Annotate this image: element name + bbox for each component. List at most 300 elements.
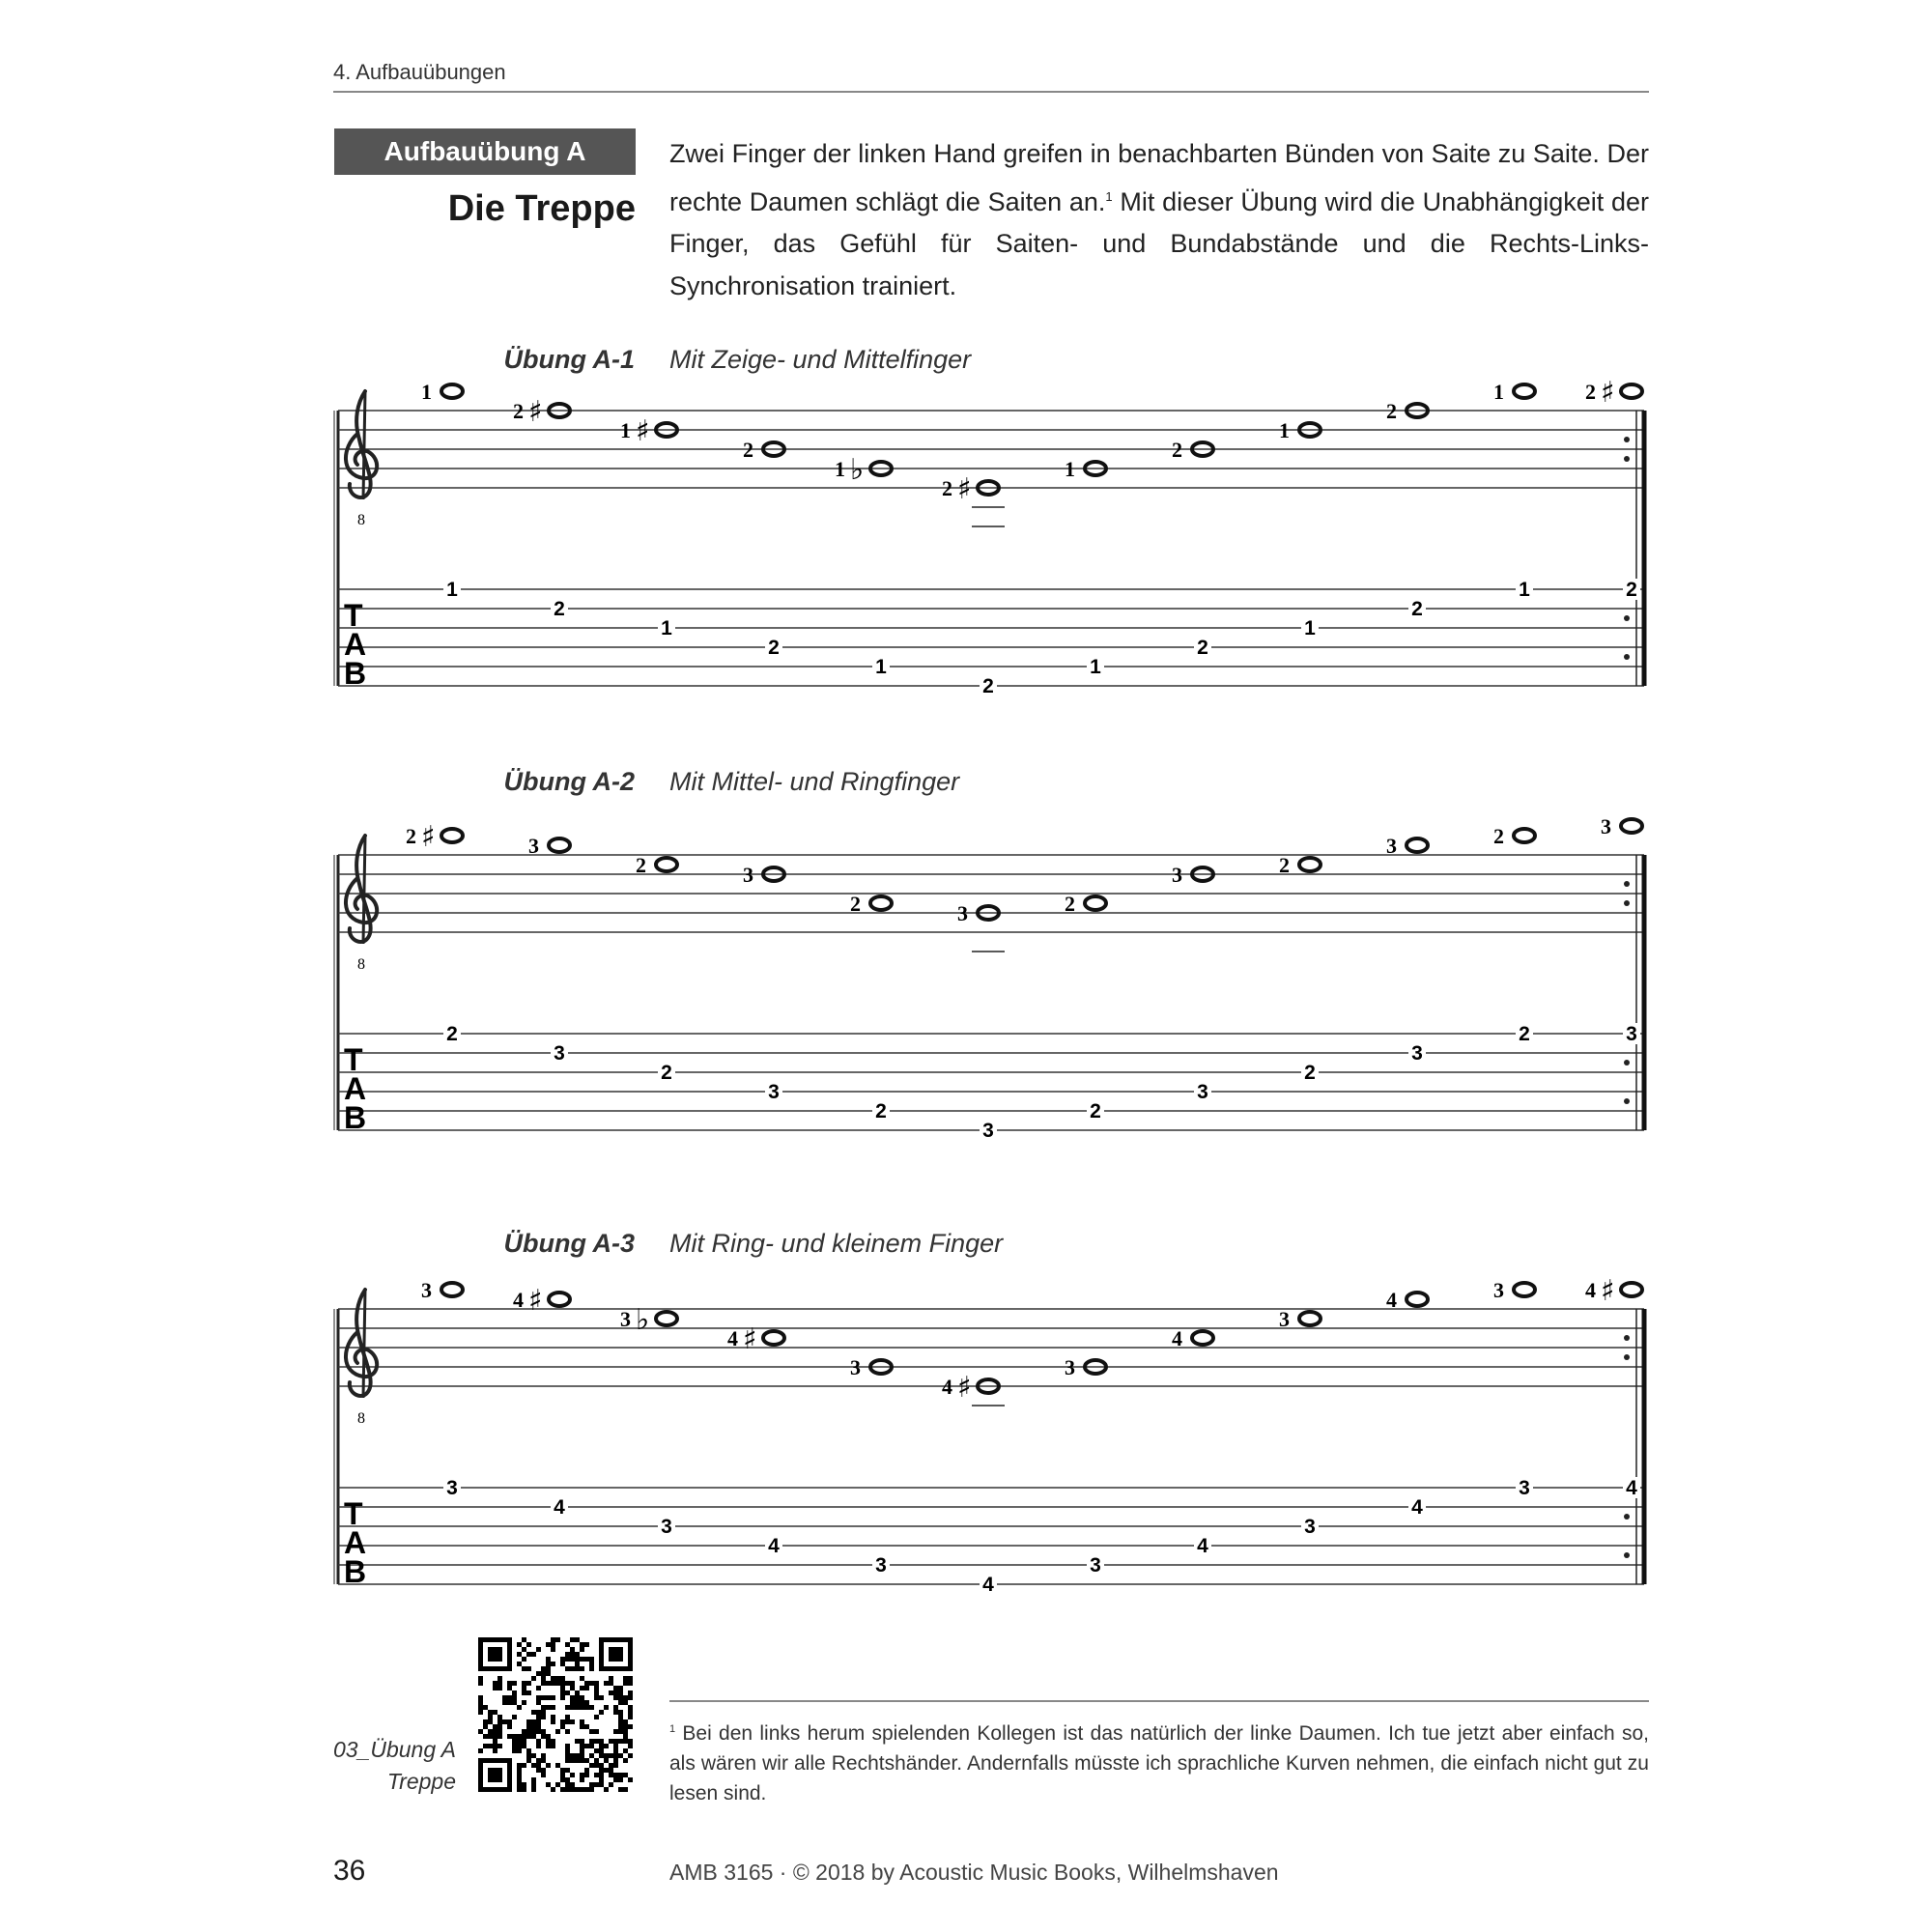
qr-module	[541, 1705, 546, 1710]
tab-fret-number: 1	[875, 656, 887, 678]
qr-module	[531, 1753, 536, 1758]
qr-module	[609, 1773, 613, 1777]
qr-caption-line1: 03_Übung A	[332, 1737, 456, 1762]
qr-module	[560, 1676, 565, 1681]
tab-fret-number: 4	[1197, 1535, 1208, 1557]
qr-module	[575, 1666, 580, 1671]
qr-module	[570, 1758, 575, 1763]
qr-module	[594, 1782, 599, 1787]
qr-module	[551, 1681, 555, 1686]
tab-fret-number: 4	[1626, 1477, 1637, 1499]
qr-module	[536, 1724, 541, 1729]
footnote-rule	[669, 1700, 1649, 1702]
qr-module	[594, 1763, 599, 1768]
qr-module	[565, 1753, 570, 1758]
qr-module	[526, 1758, 531, 1763]
tab-letter: T	[344, 1496, 363, 1531]
qr-module	[565, 1758, 570, 1763]
finger-number: 3	[743, 863, 753, 887]
exercise-description: Mit Ring- und kleinem Finger	[669, 1229, 1004, 1258]
finger-number: 1	[1065, 457, 1075, 481]
qr-module	[517, 1777, 522, 1782]
qr-module	[488, 1734, 493, 1739]
qr-module	[594, 1715, 599, 1719]
qr-module	[575, 1652, 580, 1657]
qr-module	[628, 1753, 633, 1758]
tab-fret-number: 2	[1090, 1100, 1101, 1122]
whole-note	[1514, 1283, 1535, 1296]
qr-module	[560, 1724, 565, 1729]
tab-fret-number: 2	[661, 1062, 672, 1084]
treble-clef-icon	[346, 391, 377, 499]
tab-letter: T	[344, 1042, 363, 1077]
qr-module	[507, 1681, 512, 1686]
qr-module	[623, 1719, 628, 1724]
finger-number: 2	[1585, 380, 1596, 404]
qr-module	[497, 1719, 502, 1724]
finger-number: 2	[1172, 438, 1182, 462]
repeat-dot	[1624, 1354, 1630, 1360]
qr-module	[546, 1739, 551, 1744]
qr-module	[589, 1739, 594, 1744]
qr-module	[522, 1666, 526, 1671]
qr-module	[522, 1729, 526, 1734]
qr-module	[618, 1777, 623, 1782]
qr-module	[531, 1719, 536, 1724]
qr-module	[493, 1744, 497, 1748]
qr-module	[541, 1710, 546, 1715]
qr-module	[584, 1642, 589, 1647]
qr-module	[594, 1773, 599, 1777]
exercise-description: Mit Mittel- und Ringfinger	[669, 767, 960, 796]
repeat-dot	[1624, 1514, 1630, 1520]
qr-module	[483, 1744, 488, 1748]
qr-module	[589, 1782, 594, 1787]
qr-module	[575, 1637, 580, 1642]
qr-module	[541, 1734, 546, 1739]
qr-module	[536, 1763, 541, 1768]
qr-module	[493, 1724, 497, 1729]
qr-module	[551, 1662, 555, 1666]
sharp-icon: ♯	[528, 395, 543, 429]
whole-note	[1192, 1331, 1213, 1345]
tab-fret-number: 3	[1090, 1554, 1101, 1577]
tab-fret-number: 2	[768, 637, 780, 659]
tab-fret-number: 4	[554, 1496, 565, 1519]
qr-module	[570, 1700, 575, 1705]
qr-module	[570, 1782, 575, 1787]
exercise-heading-3	[333, 1229, 1649, 1267]
qr-module	[609, 1768, 613, 1773]
finger-number: 1	[620, 418, 631, 442]
qr-module	[589, 1729, 594, 1734]
qr-module	[478, 1695, 483, 1700]
qr-module	[599, 1763, 604, 1768]
qr-module	[512, 1695, 517, 1700]
qr-module	[507, 1719, 512, 1724]
qr-module	[478, 1676, 483, 1681]
tab-fret-number: 2	[875, 1100, 887, 1122]
qr-finder-core	[609, 1647, 623, 1662]
qr-module	[517, 1705, 522, 1710]
qr-module	[522, 1647, 526, 1652]
qr-module	[618, 1700, 623, 1705]
qr-module	[599, 1695, 604, 1700]
finger-number: 2	[850, 892, 861, 916]
qr-module	[526, 1642, 531, 1647]
qr-module	[580, 1666, 584, 1671]
qr-module	[565, 1642, 570, 1647]
qr-module	[560, 1719, 565, 1724]
treble-clef-icon	[346, 1290, 377, 1398]
qr-module	[488, 1744, 493, 1748]
finger-number: 2	[636, 853, 646, 877]
repeat-dot	[1624, 437, 1630, 442]
qr-module	[522, 1681, 526, 1686]
qr-module	[565, 1705, 570, 1710]
finger-number: 3	[1601, 814, 1611, 838]
qr-module	[565, 1748, 570, 1753]
qr-module	[613, 1758, 618, 1763]
qr-module	[536, 1710, 541, 1715]
qr-module	[628, 1739, 633, 1744]
tab-letter: A	[344, 1071, 367, 1106]
qr-module	[546, 1642, 551, 1647]
qr-module	[497, 1715, 502, 1719]
qr-module	[575, 1705, 580, 1710]
whole-note	[441, 829, 463, 842]
qr-module	[580, 1773, 584, 1777]
qr-module	[580, 1739, 584, 1744]
qr-module	[575, 1690, 580, 1695]
qr-module	[546, 1782, 551, 1787]
qr-module	[526, 1724, 531, 1729]
qr-module	[599, 1739, 604, 1744]
qr-module	[546, 1671, 551, 1676]
qr-module	[560, 1768, 565, 1773]
qr-module	[618, 1686, 623, 1690]
qr-module	[570, 1681, 575, 1686]
qr-module	[613, 1744, 618, 1748]
footnote	[669, 1715, 1649, 1808]
whole-note	[1514, 829, 1535, 842]
qr-module	[570, 1666, 575, 1671]
qr-module	[526, 1652, 531, 1657]
finger-number: 3	[620, 1307, 631, 1331]
qr-module	[541, 1758, 546, 1763]
qr-module	[560, 1777, 565, 1782]
clef-octave-mark: 8	[357, 1410, 365, 1427]
qr-module	[546, 1666, 551, 1671]
tab-fret-number: 2	[1197, 637, 1208, 659]
clef-octave-mark: 8	[357, 512, 365, 528]
qr-module	[551, 1676, 555, 1681]
qr-module	[584, 1700, 589, 1705]
qr-module	[570, 1705, 575, 1710]
finger-number: 4	[513, 1288, 524, 1312]
qr-module	[555, 1729, 560, 1734]
qr-module	[613, 1777, 618, 1782]
qr-code[interactable]	[478, 1637, 633, 1792]
qr-module	[517, 1744, 522, 1748]
tab-letter: A	[344, 1525, 367, 1560]
qr-module	[628, 1681, 633, 1686]
finger-number: 2	[1065, 892, 1075, 916]
tab-fret-number: 1	[446, 579, 458, 601]
qr-module	[541, 1695, 546, 1700]
whole-note	[1621, 819, 1642, 833]
qr-module	[580, 1647, 584, 1652]
intro-text-part2: Mit dieser Übung wird die Unabhängigkeit der Finger, das Gefühl für Saiten- und Bundabstände und die Rechts-Links-Synchronisation trainiert.	[669, 186, 1649, 300]
qr-module	[507, 1734, 512, 1739]
qr-module	[565, 1715, 570, 1719]
tab-fret-number: 2	[554, 598, 565, 620]
qr-module	[580, 1787, 584, 1792]
qr-module	[560, 1695, 565, 1700]
qr-module	[536, 1744, 541, 1748]
exercise-number: Übung A-3	[503, 1229, 635, 1258]
qr-module	[599, 1782, 604, 1787]
qr-module	[536, 1758, 541, 1763]
sharp-icon: ♯	[421, 820, 436, 854]
qr-module	[517, 1768, 522, 1773]
exercise-1-notation	[328, 376, 1662, 700]
qr-module	[623, 1724, 628, 1729]
finger-number: 4	[1585, 1278, 1596, 1302]
qr-module	[522, 1686, 526, 1690]
flat-icon: ♭	[850, 453, 865, 487]
qr-module	[584, 1787, 589, 1792]
tab-fret-number: 2	[982, 675, 994, 697]
qr-module	[604, 1705, 609, 1710]
qr-module	[541, 1768, 546, 1773]
qr-module	[555, 1637, 560, 1642]
tab-fret-number: 1	[1304, 617, 1316, 639]
qr-module	[546, 1763, 551, 1768]
qr-module	[594, 1690, 599, 1695]
repeat-dot	[1624, 1552, 1630, 1558]
qr-module	[618, 1739, 623, 1744]
qr-module	[599, 1710, 604, 1715]
qr-module	[546, 1705, 551, 1710]
finger-number: 4	[942, 1375, 952, 1399]
qr-module	[541, 1681, 546, 1686]
qr-module	[623, 1681, 628, 1686]
repeat-dot	[1624, 456, 1630, 462]
qr-module	[526, 1753, 531, 1758]
qr-module	[522, 1637, 526, 1642]
qr-module	[546, 1662, 551, 1666]
whole-note	[1406, 838, 1428, 852]
qr-module	[483, 1719, 488, 1724]
qr-module	[522, 1690, 526, 1695]
qr-module	[584, 1657, 589, 1662]
exercise-heading-2	[333, 767, 1649, 806]
qr-module	[584, 1705, 589, 1710]
qr-module	[526, 1666, 531, 1671]
finger-number: 4	[727, 1326, 738, 1350]
qr-module	[526, 1681, 531, 1686]
exercise-2-notation	[328, 814, 1662, 1145]
exercise-3-notation	[328, 1274, 1662, 1599]
qr-module	[604, 1753, 609, 1758]
qr-module	[551, 1695, 555, 1700]
tab-fret-number: 3	[875, 1554, 887, 1577]
finger-number: 3	[1172, 863, 1182, 887]
qr-module	[555, 1763, 560, 1768]
qr-module	[555, 1681, 560, 1686]
qr-module	[609, 1676, 613, 1681]
whole-note	[1299, 858, 1321, 871]
tab-fret-number: 2	[1304, 1062, 1316, 1084]
qr-module	[546, 1657, 551, 1662]
qr-module	[517, 1642, 522, 1647]
finger-number: 1	[1493, 380, 1504, 404]
qr-module	[628, 1710, 633, 1715]
qr-module	[599, 1768, 604, 1773]
qr-module	[628, 1715, 633, 1719]
qr-module	[618, 1787, 623, 1792]
qr-module	[618, 1724, 623, 1729]
qr-module	[570, 1719, 575, 1724]
qr-module	[502, 1695, 507, 1700]
qr-module	[584, 1744, 589, 1748]
qr-module	[618, 1710, 623, 1715]
qr-module	[536, 1715, 541, 1719]
qr-module	[628, 1690, 633, 1695]
qr-module	[623, 1739, 628, 1744]
qr-module	[628, 1705, 633, 1710]
qr-module	[599, 1773, 604, 1777]
qr-module	[546, 1744, 551, 1748]
qr-module	[604, 1744, 609, 1748]
notation-group	[334, 814, 1644, 1142]
qr-module	[580, 1777, 584, 1782]
qr-module	[546, 1695, 551, 1700]
qr-module	[628, 1724, 633, 1729]
tab-fret-number: 2	[1519, 1023, 1530, 1045]
whole-note	[656, 858, 677, 871]
tab-fret-number: 1	[1519, 579, 1530, 601]
tab-fret-number: 3	[661, 1516, 672, 1538]
tab-letter: B	[344, 656, 367, 691]
qr-module	[580, 1724, 584, 1729]
qr-module	[536, 1719, 541, 1724]
qr-module	[560, 1657, 565, 1662]
qr-module	[551, 1715, 555, 1719]
qr-module	[589, 1657, 594, 1662]
qr-module	[512, 1734, 517, 1739]
qr-module	[604, 1768, 609, 1773]
finger-number: 4	[1172, 1326, 1182, 1350]
qr-module	[526, 1719, 531, 1724]
tab-fret-number: 3	[1304, 1516, 1316, 1538]
qr-module	[497, 1729, 502, 1734]
qr-module	[526, 1690, 531, 1695]
qr-module	[560, 1787, 565, 1792]
qr-module	[613, 1695, 618, 1700]
qr-module	[570, 1686, 575, 1690]
qr-module	[531, 1652, 536, 1657]
tab-fret-number: 3	[1626, 1023, 1637, 1045]
tab-fret-number: 3	[554, 1042, 565, 1065]
qr-module	[512, 1748, 517, 1753]
qr-module	[560, 1681, 565, 1686]
qr-module	[565, 1666, 570, 1671]
qr-module	[613, 1773, 618, 1777]
qr-module	[488, 1719, 493, 1724]
qr-module	[618, 1719, 623, 1724]
qr-module	[618, 1753, 623, 1758]
qr-module	[488, 1729, 493, 1734]
qr-module	[512, 1681, 517, 1686]
whole-note	[870, 896, 892, 910]
finger-number: 4	[1386, 1288, 1397, 1312]
qr-module	[580, 1705, 584, 1710]
repeat-dot	[1624, 1060, 1630, 1065]
finger-number: 2	[942, 476, 952, 500]
tab-fret-number: 4	[982, 1574, 994, 1596]
repeat-dot	[1624, 881, 1630, 887]
finger-number: 1	[421, 380, 432, 404]
tab-fret-number: 2	[1626, 579, 1637, 601]
clef-octave-mark: 8	[357, 956, 365, 973]
qr-module	[512, 1700, 517, 1705]
qr-module	[478, 1705, 483, 1710]
qr-module	[531, 1676, 536, 1681]
qr-module	[613, 1705, 618, 1710]
qr-module	[570, 1773, 575, 1777]
tab-fret-number: 4	[1411, 1496, 1423, 1519]
qr-module	[580, 1719, 584, 1724]
footnote-reference[interactable]: 1	[1105, 188, 1113, 204]
qr-module	[531, 1763, 536, 1768]
tab-letter: B	[344, 1554, 367, 1589]
qr-module	[493, 1739, 497, 1744]
qr-module	[623, 1748, 628, 1753]
chapter-heading: 4. Aufbauübungen	[333, 60, 506, 84]
exercise-number: Übung A-1	[503, 345, 635, 374]
qr-module	[541, 1753, 546, 1758]
repeat-dot	[1624, 654, 1630, 660]
qr-module	[565, 1729, 570, 1734]
qr-module	[575, 1787, 580, 1792]
qr-module	[623, 1734, 628, 1739]
qr-module	[522, 1787, 526, 1792]
section-label: Aufbauübung A	[334, 128, 636, 175]
qr-module	[565, 1787, 570, 1792]
qr-module	[613, 1686, 618, 1690]
qr-module	[512, 1690, 517, 1695]
qr-module	[594, 1739, 599, 1744]
sharp-icon: ♯	[957, 1371, 972, 1405]
repeat-dot	[1624, 1335, 1630, 1341]
exercise-description: Mit Zeige- und Mittelfinger	[669, 345, 972, 374]
qr-module	[488, 1710, 493, 1715]
qr-module	[628, 1695, 633, 1700]
finger-number: 2	[1386, 399, 1397, 423]
qr-module	[594, 1681, 599, 1686]
qr-module	[502, 1700, 507, 1705]
qr-module	[517, 1734, 522, 1739]
qr-module	[512, 1744, 517, 1748]
finger-number: 2	[743, 438, 753, 462]
footnote-text: Bei den links herum spielenden Kollegen ist das natürlich der linke Daumen. Ich tue jetzt aber einfach so, als wären wir alle Rechtshänder. Andernfalls müsste ich sprachliche Kurven nehmen, die einfach nicht gut zu lesen sind.	[669, 1722, 1649, 1804]
tab-letter: T	[344, 598, 363, 633]
qr-module	[570, 1647, 575, 1652]
qr-module	[613, 1690, 618, 1695]
qr-module	[609, 1690, 613, 1695]
